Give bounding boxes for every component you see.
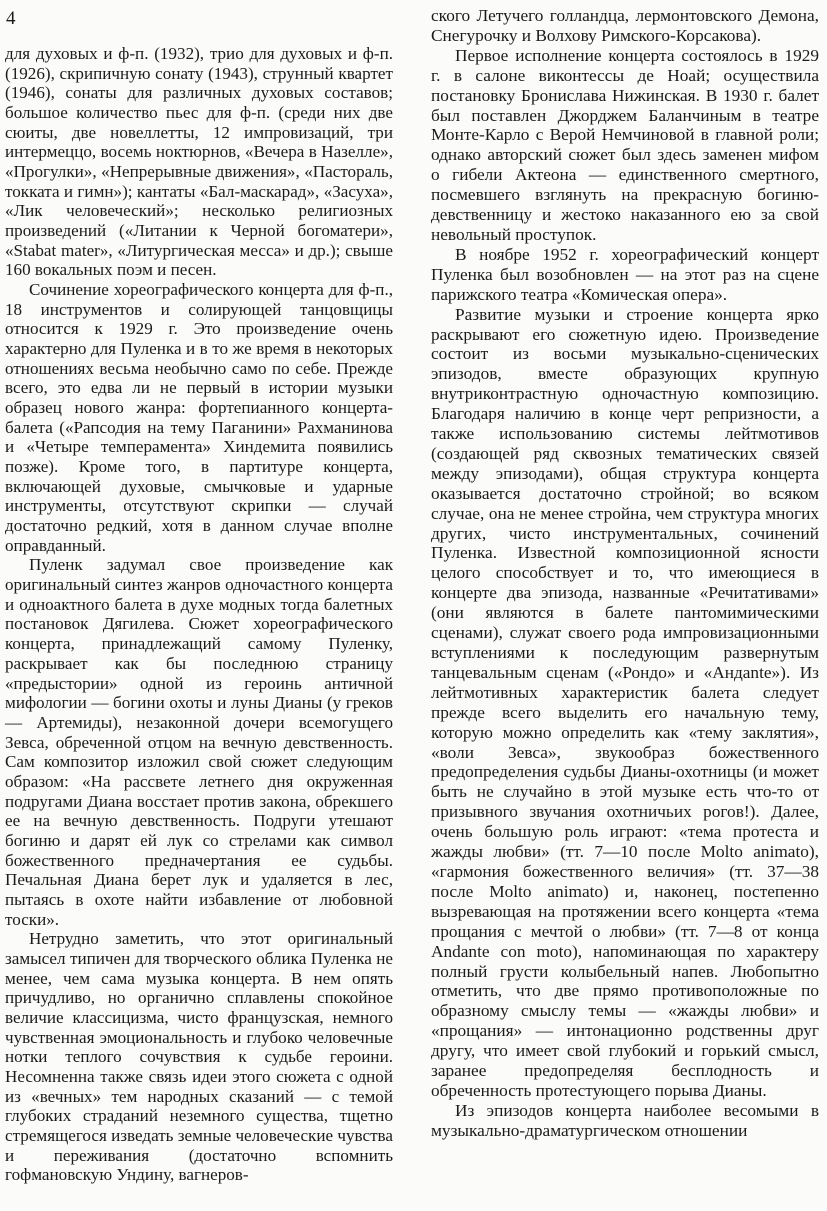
paragraph: Из эпизодов концерта наиболее весомыми в музыкально-драматургическом отношении bbox=[431, 1100, 819, 1140]
paragraph: ского Летучего голландца, лермонтовского Демона, Снегурочку и Волхову Римского-Корсакова). bbox=[431, 6, 819, 45]
left-column bbox=[5, 44, 393, 1185]
page-number: 4 bbox=[6, 8, 16, 29]
paragraph: Развитие музыки и строение концерта ярко раскрывают его сюжетную идею. Произведение состоит из восьми музыкально-сценических эпизодов, вместе образующих крупную внутриконтрастную одночастную композицию. Благодаря наличию в конце черт репризности, а также использованию системы лейтмотивов (создающей ряд сквозных тематических связей между эпизодами), общая структура концерта оказывается достаточно стройной; во всяком случае, она не менее стройна, чем структура многих других, чисто инструментальных, сочинений Пуленка. Известной композиционной ясности целого способствует и то, что имеющиеся в концерте два эпизода, названные «Речитативами» (они являются в балете пантомимическими сценами), служат своего рода импровизационными вступлениями к последующим развернутым танцевальным сценам («Рондо» и «Андante»). Из лейтмотивных характеристик балета следует прежде всего выделить его начальную тему, которую можно определить как «тему заклятия», «воли Зевса», звукообраз божественного предопределения судьбы Дианы-охотницы (и может быть не случайно в этой музыке есть что-то от призывного звучания охотничьих рогов!). Далее, очень большую роль играют: «тема протеста и жажды любви» (тт. 7—10 после Molto animato), «гармония божественного величия» (тт. 37—38 после Molto animato) и, наконец, постепенно вызревающая на протяжении всего концерта «тема прощания с мечтой о любви» (тт. 7—8 от конца Andante con moto), напоминающая по характеру полный грусти колыбельный напев. Любопытно отметить, что две прямо противоположные по образному смыслу темы — «жажды любви» и «прощания» — интонационно родственны друг другу, что имеет свой глубокий и горький смысл, заранее предопределяя бесплодность и обреченность протестующего порыва Дианы. bbox=[431, 304, 819, 1100]
right-column bbox=[431, 6, 819, 1141]
paragraph: Сочинение хореографического концерта для ф-п., 18 инструментов и солирующей танцовщицы относится к 1929 г. Это произведение очень характерно для Пуленка и в то же время в некоторых отношениях весьма необычно само по себе. Прежде всего, это едва ли не первый в истории музыки образец нового жанра: фортепианного концерта-балета («Рапсодия на тему Паганини» Рахманинова и «Четыре темперамента» Хиндемита появились позже). Кроме того, в партитуре концерта, включающей духовые, смычковые и ударные инструменты, отсутствуют скрипки — случай достаточно редкий, хотя в данном случае вполне оправданный. bbox=[5, 280, 393, 555]
paragraph: В ноябре 1952 г. хореографический концерт Пуленка был возобновлен — на этот раз на сцене парижского театра «Комическая опера». bbox=[431, 244, 819, 304]
paragraph: Первое исполнение концерта состоялось в 1929 г. в салоне виконтессы де Ноай; осуществила постановку Бронислава Нижинская. В 1930 г. балет был поставлен Джорджем Баланчиным в театре Монте-Карло с Верой Немчиновой в главной роли; однако авторский сюжет был здесь заменен мифом о гибели Актеона — единственного смертного, посмевшего взглянуть на прекрасную богиню-девственницу и жестоко наказанного ею за свой невольный проступок. bbox=[431, 45, 819, 244]
paragraph: Пуленк задумал свое произведение как оригинальный синтез жанров одночастного концерта и одноактного балета в духе модных тогда балетных постановок Дягилева. Сюжет хореографического концерта, принадлежащий самому Пуленку, раскрывает как бы последнюю страницу «предыстории» одной из героинь античной мифологии — богини охоты и луны Дианы (у греков — Артемиды), незаконной дочери всемогущего Зевса, обреченной отцом на вечную девственность. Сам композитор изложил свой сюжет следующим образом: «На рассвете летнего дня окруженная подругами Диана восстает против закона, обрекшего ее на вечную девственность. Подруги утешают богиню и дарят ей лук со стрелами как символ божественного предначертания ее судьбы. Печальная Диана берет лук и удаляется в лес, пытаясь в охоте найти избавление от любовной тоски». bbox=[5, 555, 393, 929]
paragraph: для духовых и ф-п. (1932), трио для духовых и ф-п. (1926), скрипичную сонату (1943), струнный квартет (1946), сонаты для различных духовых составов; большое количество пьес для ф-п. (среди них две сюиты, две новеллетты, 12 импровизаций, три интермеццо, восемь ноктюрнов, «Вечера в Назелле», «Прогулки», «Непрерывные движения», «Пастораль, токката и гимн»); кантаты «Бал-маскарад», «Засуха», «Лик человеческий»; несколько религиозных произведений («Литании к Черной богоматери», «Stabat mater», «Литургическая месса» и др.); свыше 160 вокальных поэм и песен. bbox=[5, 44, 393, 280]
paragraph: Нетрудно заметить, что этот оригинальный замысел типичен для творческого облика Пуленка не менее, чем сама музыка концерта. В нем опять причудливо, но органично сплавлены спокойное величие классицизма, чисто французская, немного чувственная эмоциональность и глубоко человечные нотки теплого сочувствия к судьбе героини. Несомненна также связь идеи этого сюжета с одной из «вечных» тем народных сказаний — с темой глубоких страданий неземного существа, тщетно стремящегося изведать земные человеческие чувства и переживания (достаточно вспомнить гофмановскую Ундину, вагнеров- bbox=[5, 929, 393, 1185]
